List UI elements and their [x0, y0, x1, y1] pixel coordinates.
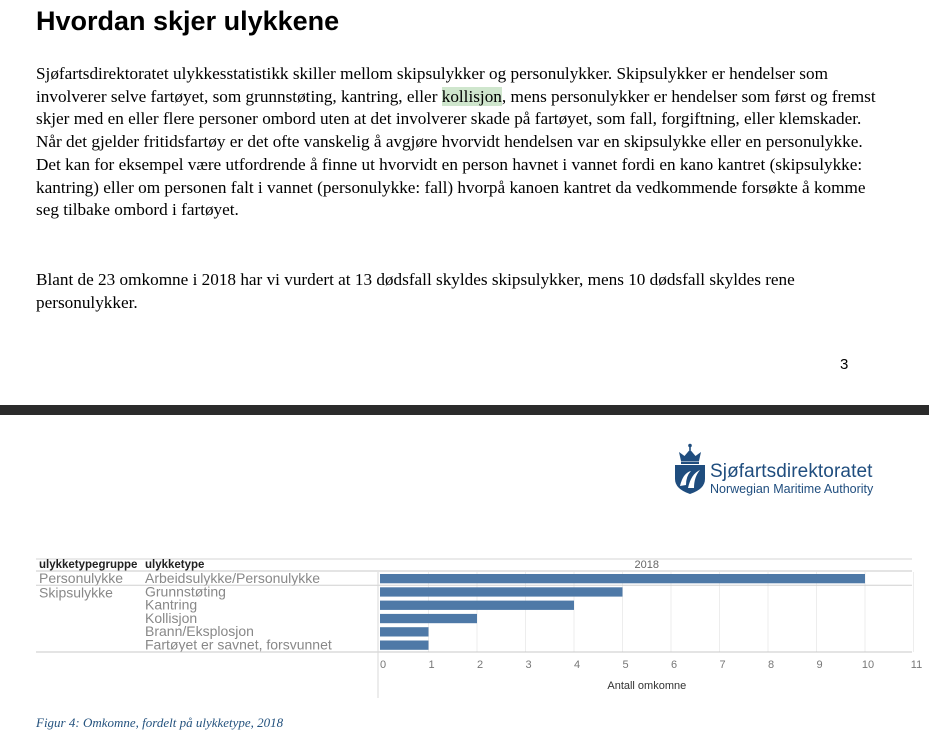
group-label: Personulykke [39, 570, 124, 586]
category-label: Grunnstøting [145, 583, 226, 600]
page-number: 3 [840, 356, 849, 373]
bar [380, 574, 865, 583]
category-label: Fartøyet er savnet, forsvunnet [145, 636, 332, 653]
bar [380, 641, 429, 650]
x-tick-label: 11 [910, 659, 923, 671]
category-label: Arbeidsulykke/Personulykke [145, 570, 321, 586]
x-tick-label: 2 [476, 659, 484, 671]
bar [380, 587, 623, 596]
x-tick-label: 7 [719, 659, 726, 671]
x-tick-label: 5 [622, 659, 629, 671]
bar [380, 601, 574, 610]
category-label: Kantring [145, 596, 198, 613]
bar [380, 614, 477, 623]
category-label: Kollisjon [145, 609, 198, 626]
crown-shield-icon [674, 443, 708, 495]
group-label: Skipsulykke [39, 584, 113, 601]
x-tick-label: 1 [428, 659, 435, 671]
page-divider [0, 405, 929, 415]
x-tick-label: 3 [525, 659, 532, 671]
intro-text-end: , mens personulykker er hendelser som først og fremst skjer med en eller flere personer ombord uten at det involverer skade på fartøyet, som fall, forgiftning, eller klemskader. Når det gjelder fritidsfartøy er det ofte vanskelig å avgjøre hvorvidt hendelsen var en skipsulykke eller en personulykke. Det kan for eksempel være utfordrende å finne ut hvorvidt en person havnet i vannet fordi en kano kantret (skipsulykke: kantring) eller om personen falt i vannet (personulykke: fall) hvorpå kanoen kantret da vedkommende forsøkte å komme seg tilbake ombord i fartøyet. [36, 86, 876, 220]
x-axis-title: Antall omkomne [607, 680, 687, 692]
summary-paragraph: Blant de 23 omkomne i 2018 har vi vurdert at 13 dødsfall skyldes skipsulykker, mens 10 dødsfall skyldes rene personulykker. [36, 270, 795, 312]
x-tick-label: 0 [379, 659, 387, 671]
category-label: Brann/Eksplosjon [145, 623, 254, 640]
header-type-label: ulykketype [145, 559, 205, 571]
x-tick-label: 9 [816, 659, 823, 671]
deaths-by-accident-type-chart [0, 550, 929, 700]
logo-name: Sjøfartsdirektoratet [710, 461, 873, 482]
figure-caption: Figur 4: Omkomne, fordelt på ulykketype, 2018 [36, 715, 284, 730]
x-tick-label: 6 [670, 659, 678, 671]
x-tick-label: 8 [767, 659, 775, 671]
logo-subtitle: Norwegian Maritime Authority [710, 482, 874, 496]
intro-paragraph [36, 63, 886, 222]
x-tick-label: 4 [573, 659, 581, 671]
highlighted-word: kollisjon [441, 86, 502, 106]
column-header: 2018 [634, 559, 660, 571]
page-title: Hvordan skjer ulykkene [36, 6, 340, 36]
agency-logo [674, 443, 894, 495]
bar [380, 627, 429, 636]
intro-text-start: Sjøfartsdirektoratet ulykkesstatistikk skiller mellom skipsulykker og personulykker. Skipsulykker er hendelser som involverer selve fartøyet, som grunnstøting, kantring, eller [36, 64, 828, 106]
x-tick-label: 10 [861, 659, 875, 671]
header-group-label: ulykketypegruppe [39, 559, 138, 571]
